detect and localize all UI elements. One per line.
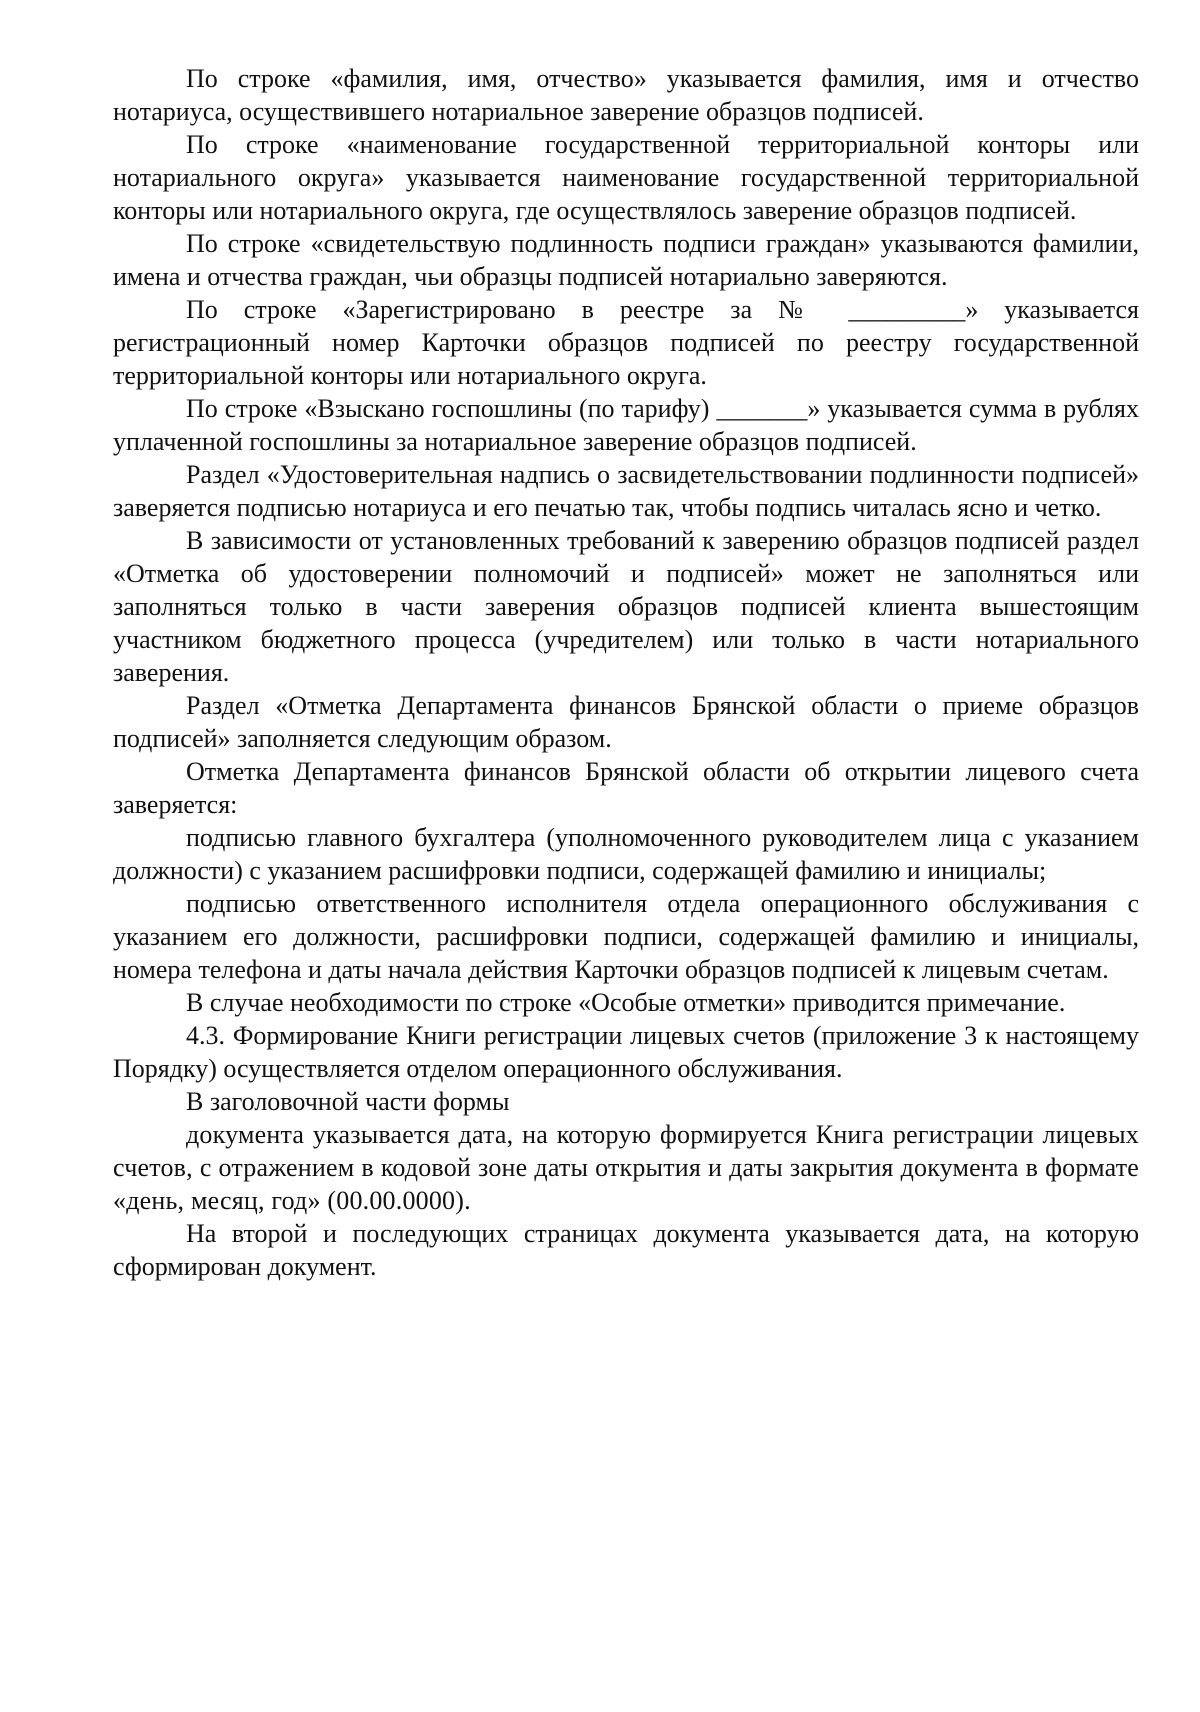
paragraph-registry-number: По строке «Зарегистрировано в реестре за № _________» указывается регистрационный номер Карточки образцов подписей по реестру государственной территориальной конторы или нотариального округа.	[113, 295, 1139, 390]
paragraph-state-fee: По строке «Взыскано госпошлины (по тарифу) _______» указывается сумма в рублях уплаченной госпошлины за нотариальное заверение образцов подписей.	[113, 394, 1139, 456]
paragraph-following-pages: На второй и последующих страницах документа указывается дата, на которую сформирован документ.	[113, 1219, 1139, 1281]
paragraph-header-part: В заголовочной части формы	[186, 1087, 510, 1116]
paragraph-special-notes: В случае необходимости по строке «Особые отметки» приводится примечание.	[186, 988, 1066, 1017]
paragraph-executor: подписью ответственного исполнителя отдела операционного обслуживания с указанием его должности, расшифровки подписи, содержащей фамилию и инициалы, номера телефона и даты начала действия Карточки образцов подписей к лицевым счетам.	[113, 889, 1139, 984]
paragraph-authority-mark: В зависимости от установленных требований к заверению образцов подписей раздел «Отметка об удостоверении полномочий и подписей» может не заполняться или заполняться только в части заверения образцов подписей клиента вышестоящим участником бюджетного процесса (учредителем) или только в части нотариального заверения.	[113, 526, 1139, 687]
paragraph-fio: По строке «фамилия, имя, отчество» указывается фамилия, имя и отчество нотариуса, осуществившего нотариальное заверение образцов подписей.	[113, 64, 1139, 126]
paragraph-chief-accountant: подписью главного бухгалтера (уполномоченного руководителем лица с указанием должности) с указанием расшифровки подписи, содержащей фамилию и инициалы;	[113, 823, 1139, 885]
paragraph-territorial-office: По строке «наименование государственной территориальной конторы или нотариального округа» указывается наименование государственной территориальной конторы или нотариального округа, где осуществлялось заверение образцов подписей.	[113, 130, 1139, 225]
paragraph-section-4-3: 4.3. Формирование Книги регистрации лицевых счетов (приложение 3 к настоящему Порядку) осуществляется отделом операционного обслуживания.	[113, 1021, 1139, 1083]
paragraph-certify-signature: По строке «свидетельствую подлинность подписи граждан» указываются фамилии, имена и отчества граждан, чьи образцы подписей нотариально заверяются.	[113, 229, 1139, 291]
paragraph-department-mark: Раздел «Отметка Департамента финансов Брянской области о приеме образцов подписей» заполняется следующим образом.	[113, 691, 1139, 753]
document-page	[113, 62, 1139, 1283]
paragraph-document-date: документа указывается дата, на которую формируется Книга регистрации лицевых счетов, с отражением в кодовой зоне даты открытия и даты закрытия документа в формате «день, месяц, год» (00.00.0000).	[113, 1120, 1139, 1215]
paragraph-certification-inscription: Раздел «Удостоверительная надпись о засвидетельствовании подлинности подписей» заверяется подписью нотариуса и его печатью так, чтобы подпись читалась ясно и четко.	[113, 460, 1139, 522]
paragraph-account-opening-mark: Отметка Департамента финансов Брянской области об открытии лицевого счета заверяется:	[113, 757, 1139, 819]
